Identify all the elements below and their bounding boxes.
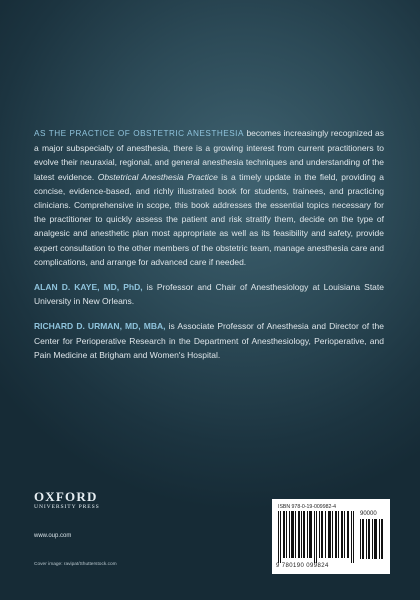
author-name-urman: RICHARD D. URMAN, MD, MBA, (34, 321, 166, 332)
author-bio-urman (34, 319, 384, 362)
isbn-label: ISBN 978-0-19-009982-4 (278, 504, 336, 510)
blurb-book-title: Obstetrical Anesthesia Practice (97, 171, 218, 182)
blurb-lead: AS THE PRACTICE OF OBSTETRIC ANESTHESIA (34, 129, 244, 138)
barcode-addon-digits: 90000 (360, 511, 377, 517)
author-bio-kaye-text: is Professor and Chair of Anesthesiology at Louisiana State University in New Orleans. (34, 282, 384, 307)
blurb-paragraph (34, 126, 384, 269)
barcode-digits: 9 780190 099824 (276, 563, 329, 569)
author-name-kaye: ALAN D. KAYE, MD, PhD, (34, 282, 143, 293)
barcode-main (278, 511, 356, 563)
cover-text-block (34, 126, 384, 362)
blurb-text-1: becomes increasingly recognized as a major subspecialty of anesthesia, there is a growing interest from current practitioners to evolve their neuraxial, regional, and general anesthesia techniques and understanding of the latest evidence. (34, 128, 384, 182)
publisher-subtitle: UNIVERSITY PRESS (34, 504, 100, 510)
publisher-name: OXFORD (34, 489, 98, 504)
blurb-text-2: is a timely update in the field, providing a concise, evidence-based, and richly illustrated book for students, trainees, and practicing clinicians. Comprehensive in scope, this book addresses the essential topics necessary for the practitioner to quickly assess the patient and risk stratify them, decide on the type of analgesic and anesthetic plan most appropriate as well as its feasibility and safety, provide expert consultation to the other members of the obstetric team, manage anesthesia care and complications, and arrange for advanced care if needed. (34, 171, 384, 267)
barcode-addon (360, 519, 384, 559)
publisher-url: www.oup.com (34, 533, 72, 539)
author-bio-kaye (34, 280, 384, 308)
author-bio-urman-text: is Associate Professor of Anesthesia and Director of the Center for Perioperative Research in the Department of Anesthesiology, Perioperative, and Pain Medicine at Brigham and Women's Hospital. (34, 321, 384, 360)
barcode-panel (272, 499, 390, 574)
cover-image-credit: Cover image: ravipat/Shutterstock.com (34, 562, 117, 567)
publisher-logo (34, 490, 100, 511)
